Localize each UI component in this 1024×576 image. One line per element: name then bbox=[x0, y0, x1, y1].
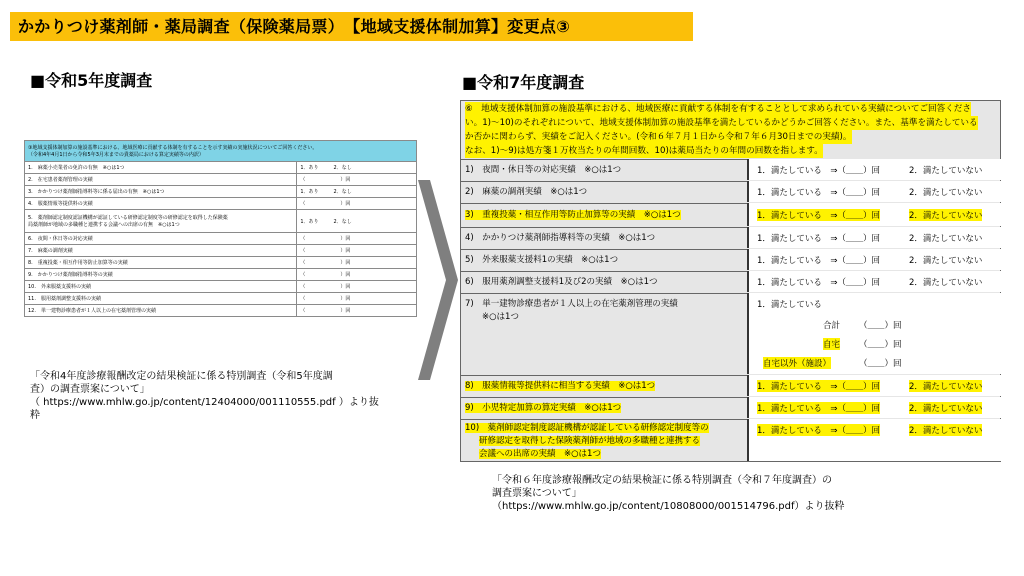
table-row: 7) 単一建物診療患者が１人以上の在宅薬剤管理の実績 ※○は1つ 1．満たしている 合計 （＿＿）回 自宅 （＿＿）回 自宅以外（施設） （＿＿）回 bbox=[461, 293, 1000, 375]
table-row: 5. 薬剤師認定制度認証機構が認証している研修認定制度等の研修認定を取得した保険薬 局薬剤師が地域の多職種と連携する会議への出席の有無 ※○は1つ bbox=[25, 210, 297, 233]
table-row: 6. 夜間・休日等の対応実績 bbox=[25, 233, 297, 245]
table-row: 8. 重複投薬・相互作用等防止加算等の実績 bbox=[25, 257, 297, 269]
table-row: 2. 在宅患者薬剤管理の実績 bbox=[25, 174, 297, 186]
table-row: 6) 服用薬剤調整支援料1及び2の実績 ※○は1つ 1．満たしている ⇒（＿＿）回 2．満たしていない bbox=[461, 271, 1000, 293]
table-row: 3. かかりつけ薬剤師指導料等に係る届出の有無 ※○は1つ bbox=[25, 186, 297, 198]
table-row: 3) 重複投薬・相互作用等防止加算等の実績 ※○は1つ 1．満たしている ⇒（＿＿）回 2．満たしていない bbox=[461, 203, 1000, 227]
table-row: 2) 麻薬の調剤実績 ※○は1つ 1．満たしている ⇒（＿＿）回 2．満たしていない bbox=[461, 181, 1000, 203]
left-survey-table: ③地域支援体制加算の施設基準における、地域医療に貢献する体制を有することを示す実績の実施状況についてご回答ください。 （令和4年4月1日から令和5年3月末までの貴薬局における算定実績等の内訳） 1. 麻薬小売業者の免許の有無 ※○は1つ 1．あり 2．なし 2. 在宅患者薬剤管理の実績 （ ）回 3. かかりつけ薬剤師指導料等に係る届出の有無 ※○は1つ 1．あり 2．なし 4. 服薬情報等提供料の実績 （ ）回 5. 薬剤師認定制度認証機構が認証している研修認定制度等の研修認定を取得した保険薬 局薬剤師が地域の多職種と連携する会議への出席の有無 ※○は1つ 1．あり 2．なし 6. 夜間・休日等の対応実績 （ ）回 7. 麻薬の調剤実績 （ ）回 8. 重複投薬・相互作用等防止加算等の実績 （ ）回 9. かかりつけ薬剤師指導料等の実績 （ ）回 10. 外来服薬支援料の実績 （ ）回 11. 服用薬剤調整支援料の実績 （ ）回 12. 単一建物診療患者が１人以上の在宅薬剤管理の実績 （ ）回 bbox=[24, 140, 417, 317]
table-row: 9) 小児特定加算の算定実績 ※○は1つ 1．満たしている ⇒（＿＿）回 2．満たしていない bbox=[461, 397, 1000, 419]
left-citation: 「令和4年度診療報酬改定の結果検証に係る特別調査（令和5年度調 査）の調査票案について」 （ https://www.mhlw.go.jp/content/12404000/001110555.pdf ）より抜 粋 bbox=[30, 371, 379, 421]
table-row: 10. 外来服薬支援料の実績 bbox=[25, 281, 297, 293]
right-heading: ■令和7年度調査 bbox=[462, 73, 585, 92]
table-row: 11. 服用薬剤調整支援料の実績 bbox=[25, 293, 297, 305]
right-table-header: ⑥ 地域支援体制加算の施設基準における、地域医療に貢献する体制を有することとして求められている実績についてご回答くださ い。1)～10)のそれぞれについて、地域支援体制加算の施設基準を満たしているかどうかご回答ください。また、基準を満たしている か否かに関わらず、実績をご記入ください。(令和６年７月１日から令和７年６月30日までの実績)。 なお、1)～9)は処方箋１万枚当たりの年間回数、10)は薬局当たりの年間の回数を指します。 bbox=[465, 104, 978, 156]
table-row: 8) 服薬情報等提供料に相当する実績 ※○は1つ 1．満たしている ⇒（＿＿）回 2．満たしていない bbox=[461, 375, 1000, 397]
table-row: 4) かかりつけ薬剤師指導料等の実績 ※○は1つ 1．満たしている ⇒（＿＿）回 2．満たしていない bbox=[461, 227, 1000, 249]
table-row: 1) 夜間・休日等の対応実績 ※○は1つ 1．満たしている ⇒（＿＿）回 2．満たしていない bbox=[461, 159, 1000, 181]
table-row: 10) 薬剤師認定制度認証機構が認証している研修認定制度等の 研修認定を取得した保険薬剤師が地域の多職種と連携する 会議への出席の実績 ※○は1つ 1．満たしている ⇒（＿＿）回 2．満たしていない bbox=[461, 419, 1000, 462]
table-row: 4. 服薬情報等提供料の実績 bbox=[25, 198, 297, 210]
table-row: 9. かかりつけ薬剤師指導料等の実績 bbox=[25, 269, 297, 281]
table-row: 12. 単一建物診療患者が１人以上の在宅薬剤管理の実績 bbox=[25, 305, 297, 317]
table-row: 5) 外来服薬支援料1の実績 ※○は1つ 1．満たしている ⇒（＿＿）回 2．満たしていない bbox=[461, 249, 1000, 271]
slide-title: かかりつけ薬剤師・薬局調査（保険薬局票） 【地域支援体制加算】変更点③ bbox=[10, 12, 693, 41]
right-survey-table bbox=[460, 100, 1001, 462]
right-citation: 「令和６年度診療報酬改定の結果検証に係る特別調査（令和７年度調査）の 調査票案について」 （https://www.mhlw.go.jp/content/10808000/001514796.pdf）より抜粋 bbox=[492, 475, 845, 512]
table-row: 7. 麻薬の調剤実績 bbox=[25, 245, 297, 257]
left-heading: ■令和5年度調査 bbox=[30, 71, 153, 90]
chevron-right-icon bbox=[418, 180, 458, 380]
table-row: 1. 麻薬小売業者の免許の有無 ※○は1つ bbox=[25, 162, 297, 174]
left-table-header: ③地域支援体制加算の施設基準における、地域医療に貢献する体制を有することを示す実績の実施状況についてご回答ください。 （令和4年4月1日から令和5年3月末までの貴薬局における算定実績等の内訳） bbox=[25, 141, 417, 162]
